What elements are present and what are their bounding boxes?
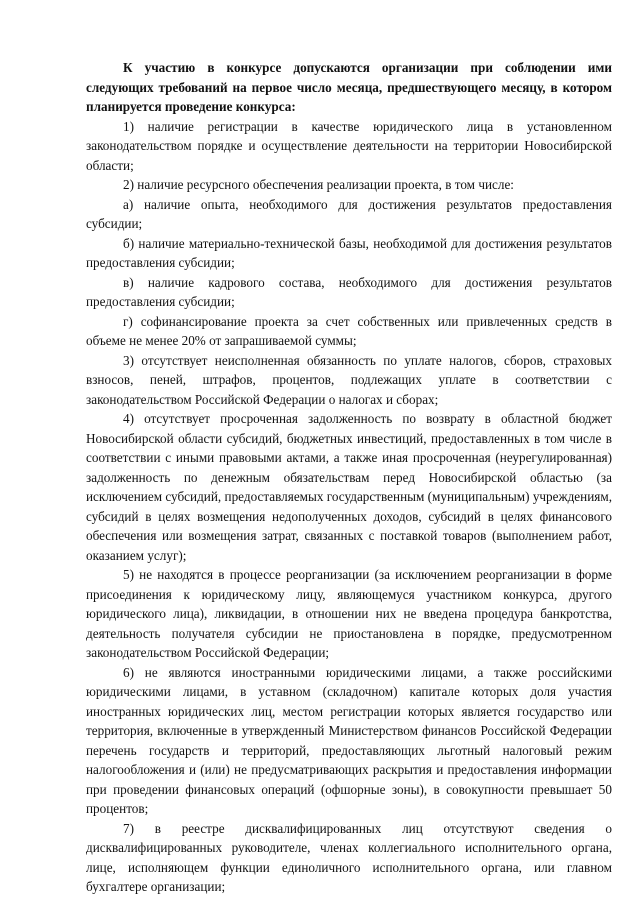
- requirement-2: 2) наличие ресурсного обеспечения реализации проекта, в том числе:: [123, 177, 514, 192]
- requirement-5: 5) не находятся в процессе реорганизации (за исключением реорганизации в форме присоединения к юридическому лицу, являющемуся участником конкурса, другого юридического лица), ликвидации, в отношении них не введена процедура банкротства, деятельность получателя субсидии не приостановлена в порядке, предусмотренном законодательством Российской Федерации;: [86, 567, 612, 660]
- requirement-2v: в) наличие кадрового состава, необходимого для достижения результатов предоставления субсидии;: [86, 274, 612, 309]
- requirement-2g: г) софинансирование проекта за счет собственных или привлеченных средств в объеме не менее 20% от запрашиваемой суммы;: [86, 313, 612, 348]
- requirement-7: 7) в реестре дисквалифицированных лиц отсутствуют сведения о дисквалифицированных руководителе, членах коллегиального исполнительного органа, лице, исполняющем функции единоличного исполнительного органа, или главном бухгалтере организации;: [86, 820, 612, 894]
- requirement-2b: б) наличие материально-технической базы, необходимой для достижения результатов предоставления субсидии;: [86, 235, 612, 270]
- document-page: [86, 58, 612, 897]
- requirement-6: 6) не являются иностранными юридическими лицами, а также российскими юридическими лицами, в уставном (складочном) капитале которых доля участия иностранных юридических лиц, местом регистрации которых является государство или территория, включенные в утвержденный Министерством финансов Российской Федерации перечень государств и территорий, предоставляющих льготный налоговый режим налогообложения и (или) не предусматривающих раскрытия и предоставления информации при проведении финансовых операций (офшорные зоны), в совокупности превышает 50 процентов;: [86, 664, 612, 816]
- requirement-4: 4) отсутствует просроченная задолженность по возврату в областной бюджет Новосибирской области субсидий, бюджетных инвестиций, предоставленных в том числе в соответствии с иными правовыми актами, а также иная просроченная (неурегулированная) задолженность по денежным обязательствам перед Новосибирской областью (за исключением субсидий, предоставляемых государственным (муниципальным) учреждениям, субсидий в целях возмещения недополученных доходов, субсидий в целях финансового обеспечения или возмещения затрат, связанных с поставкой товаров (выполнением работ, оказанием услуг);: [86, 411, 612, 563]
- requirement-2a: а) наличие опыта, необходимого для достижения результатов предоставления субсидии;: [86, 196, 612, 231]
- requirement-3: 3) отсутствует неисполненная обязанность по уплате налогов, сборов, страховых взносов, пеней, штрафов, процентов, подлежащих уплате в соответствии с законодательством Российской Федерации о налогах и сборах;: [86, 352, 612, 407]
- requirement-1: 1) наличие регистрации в качестве юридического лица в установленном законодательством порядке и осуществление деятельности на территории Новосибирской области;: [86, 118, 612, 173]
- document-heading: К участию в конкурсе допускаются организации при соблюдении ими следующих требований на первое число месяца, предшествующего месяцу, в котором планируется проведение конкурса:: [86, 60, 612, 114]
